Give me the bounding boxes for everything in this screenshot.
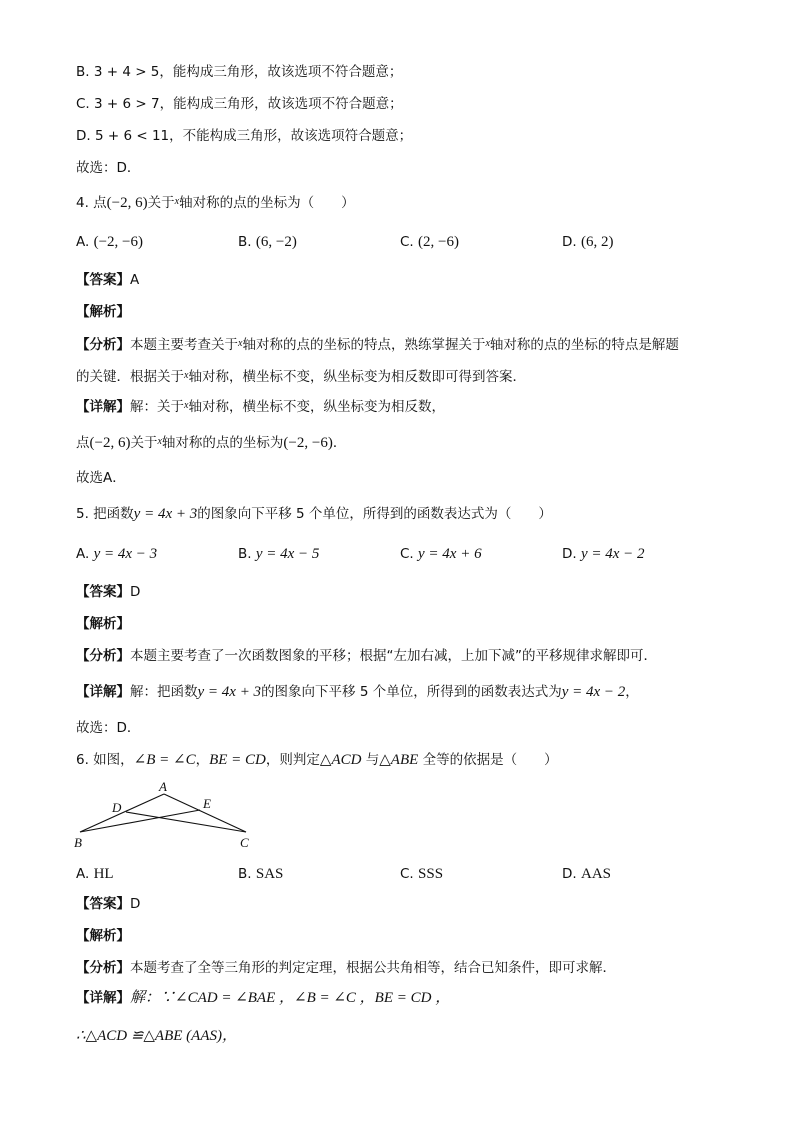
q4-option-a[interactable]: A. (−2, −6) bbox=[76, 234, 144, 250]
label-d: D bbox=[112, 800, 122, 815]
q5-option-c[interactable]: C. y = 4x + 6 bbox=[400, 546, 482, 562]
q6-analysis-heading: 【解析】 bbox=[76, 928, 130, 944]
label-e: E bbox=[203, 796, 211, 811]
q6-option-a[interactable]: A. HL bbox=[76, 866, 114, 882]
q4-xiangjie: 【详解】解：关于$^x$轴对称，横坐标不变，纵坐标变为相反数， bbox=[76, 399, 445, 415]
q4-answer: 【答案】A bbox=[76, 272, 140, 288]
q6-stem: 6. 如图，∠B = ∠C，BE = CD，则判定△ACD 与△ABE 全等的依据是（ ） bbox=[76, 752, 558, 768]
text-line-conclusion: 故选：D． bbox=[76, 160, 141, 176]
q6-xiangjie: 【详解】解：∵∠CAD = ∠BAE ，∠B = ∠C ，BE = CD ， bbox=[76, 990, 451, 1006]
text-line-b: B. 3 + 4 > 5，能构成三角形，故该选项不符合题意； bbox=[76, 64, 403, 80]
q4-analysis-heading: 【解析】 bbox=[76, 304, 130, 320]
q4-fenxi-line1: 【分析】本题主要考查关于$^x$轴对称的点的坐标的特点，熟练掌握关于$^x$轴对称的点的坐标的特点是解题 bbox=[76, 337, 679, 353]
q4-stem: 4. 点(−2, 6)关于$^x$轴对称的点的坐标为（ ） bbox=[76, 195, 355, 211]
label-a: A bbox=[159, 779, 167, 794]
q4-result: 点(−2, 6)关于$^x$轴对称的点的坐标为(−2, −6)． bbox=[76, 435, 347, 451]
q4-fenxi-line2: 的关键．根据关于$^x$轴对称，横坐标不变，纵坐标变为相反数即可得到答案． bbox=[76, 369, 526, 385]
segment-cd bbox=[126, 812, 246, 832]
q5-option-b[interactable]: B. y = 4x − 5 bbox=[238, 546, 320, 562]
q5-conclusion: 故选：D． bbox=[76, 720, 141, 736]
q6-option-d[interactable]: D. AAS bbox=[562, 866, 611, 882]
q5-answer: 【答案】D bbox=[76, 584, 141, 600]
q6-answer: 【答案】D bbox=[76, 896, 141, 912]
q6-fenxi: 【分析】本题考查了全等三角形的判定定理，根据公共角相等，结合已知条件，即可求解． bbox=[76, 960, 616, 976]
q4-option-b[interactable]: B. (6, −2) bbox=[238, 234, 297, 250]
label-b: B bbox=[74, 835, 82, 850]
q5-fenxi: 【分析】本题主要考查了一次函数图象的平移；根据“左加右减，上加下减”的平移规律求解即可． bbox=[76, 648, 657, 664]
q4-option-c[interactable]: C. (2, −6) bbox=[400, 234, 459, 250]
triangle-figure bbox=[72, 778, 262, 850]
q4-option-d[interactable]: D. (6, 2) bbox=[562, 234, 614, 250]
q6-option-b[interactable]: B. SAS bbox=[238, 866, 284, 882]
q5-xiangjie: 【详解】解：把函数y = 4x + 3的图象向下平移 5 个单位，所得到的函数表达式为y = 4x − 2， bbox=[76, 684, 639, 700]
q4-conclusion: 故选A． bbox=[76, 470, 126, 486]
q5-option-d[interactable]: D. y = 4x − 2 bbox=[562, 546, 645, 562]
q6-options bbox=[76, 864, 716, 886]
q6-option-c[interactable]: C. SSS bbox=[400, 866, 444, 882]
q5-options bbox=[76, 544, 716, 566]
q4-options bbox=[76, 232, 716, 254]
q5-analysis-heading: 【解析】 bbox=[76, 616, 130, 632]
text-line-c: C. 3 + 6 > 7，能构成三角形，故该选项不符合题意； bbox=[76, 96, 403, 112]
q5-stem: 5. 把函数y = 4x + 3的图象向下平移 5 个单位，所得到的函数表达式为（ ） bbox=[76, 506, 552, 522]
q6-therefore: ∴△ACD ≌△ABE (AAS)， bbox=[76, 1028, 237, 1044]
label-c: C bbox=[240, 835, 249, 850]
text-line-d: D. 5 + 6 < 11，不能构成三角形，故该选项符合题意； bbox=[76, 128, 413, 144]
q5-option-a[interactable]: A. y = 4x − 3 bbox=[76, 546, 158, 562]
segment-ba bbox=[80, 794, 164, 832]
